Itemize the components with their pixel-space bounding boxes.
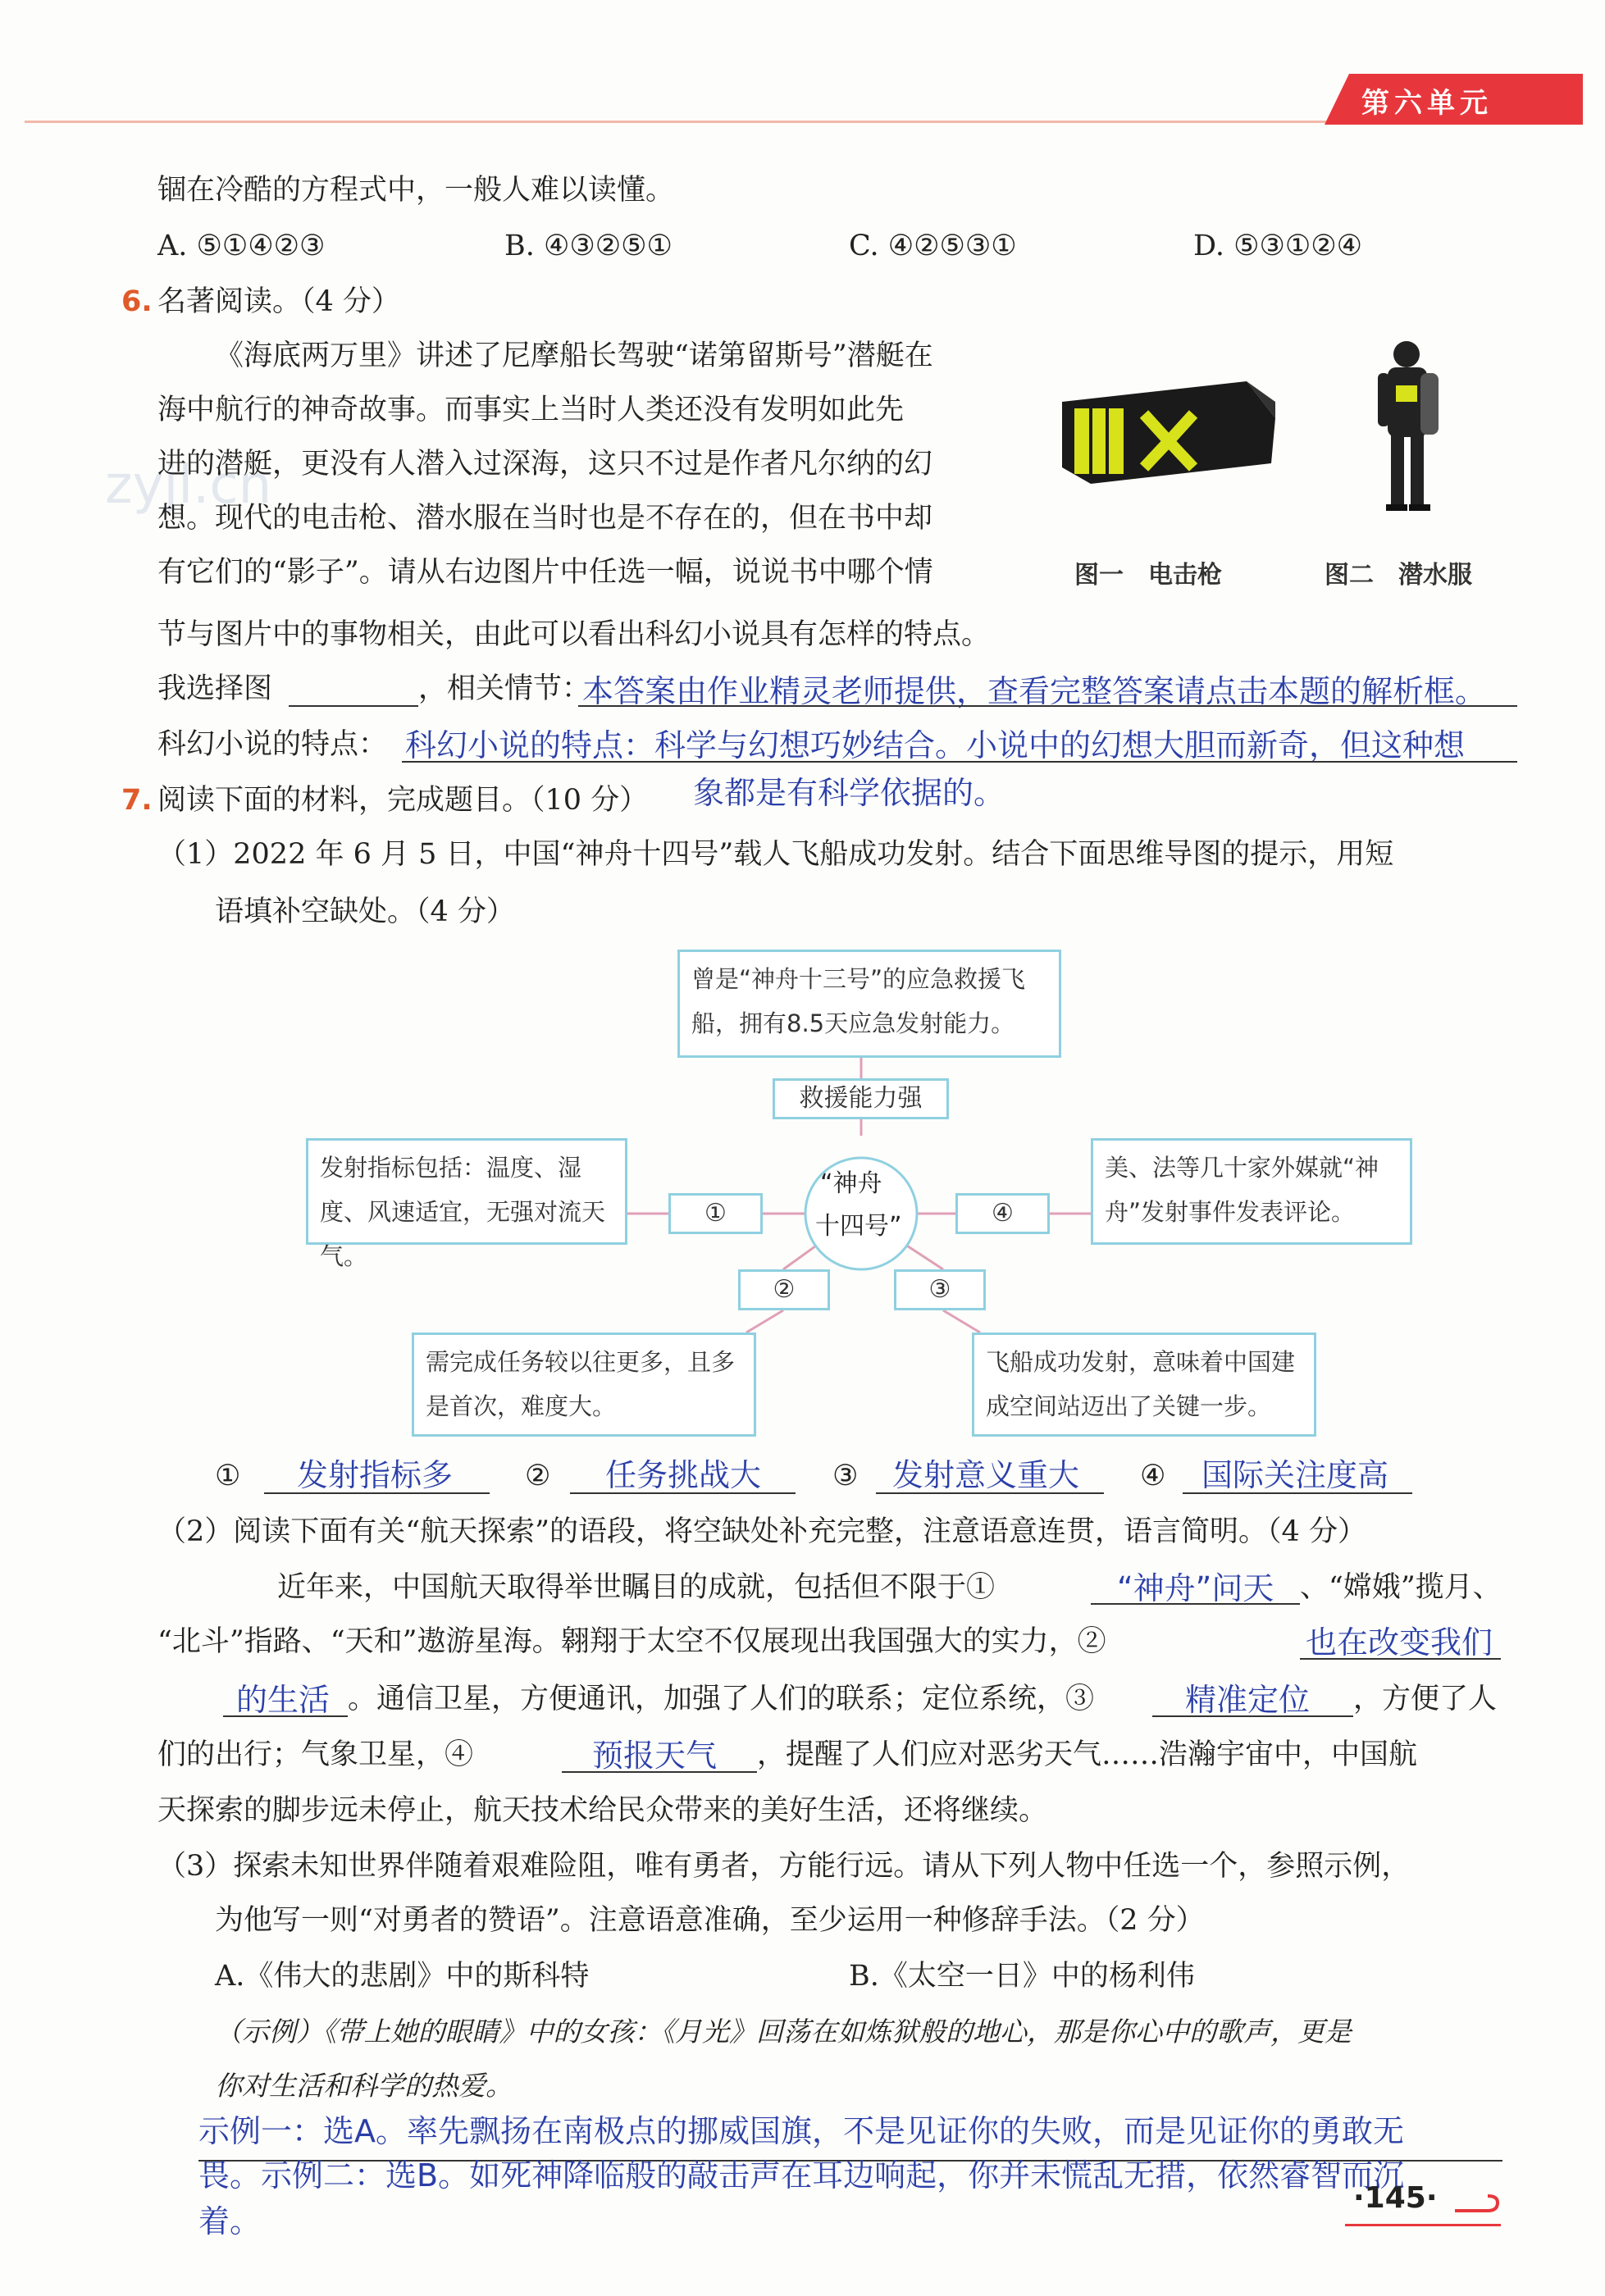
q7-p1-line-2: 语填补空缺处。（4 分） — [215, 895, 515, 928]
q7-p3-example-2: 你对生活和科学的热爱。 — [215, 2070, 513, 2102]
answer-1-line — [264, 1492, 490, 1494]
figure-2-caption: 图二 潜水服 — [1325, 561, 1472, 590]
unit-title: 第六单元 — [1361, 87, 1493, 120]
q7-p3-answer-1: 示例一：选A。率先飘扬在南极点的挪威国旗，不是见证你的失败，而是见证你的勇敢无 — [198, 2113, 1404, 2149]
watermark: zyjl.cn — [105, 455, 272, 516]
q7-p2-answer-4-line — [562, 1771, 757, 1773]
q7-p2-answer-3-line — [1152, 1715, 1353, 1717]
q5-option-d: D. ⑤③①②④ — [1193, 230, 1362, 262]
q7-p2-line-4: 们的出行；气象卫星，④ — [157, 1738, 474, 1771]
answer-2: 任务挑战大 — [605, 1457, 762, 1493]
page-number: ·145· — [1353, 2181, 1438, 2215]
q7-p3-example-1: （示例）《带上她的眼睛》中的女孩：《月光》回荡在如炼狱般的地心，那是你心中的歌声，更是 — [215, 2016, 1352, 2048]
q7-p2-title: （2）阅读下面有关“航天探索”的语段，将空缺处补充完整，注意语意连贯，语言简明。（4 分） — [157, 1515, 1366, 1548]
footer-rule — [1345, 2224, 1501, 2226]
mindmap-slot-4: ④ — [955, 1193, 1050, 1234]
answer-1-marker: ① — [215, 1460, 241, 1492]
q6-line-6: 节与图片中的事物相关，由此可以看出科幻小说具有怎样的特点。 — [157, 618, 991, 651]
answer-3: 发射意义重大 — [892, 1457, 1080, 1493]
mindmap-bottom-left-box: 需完成任务较以往更多，且多是首次，难度大。 — [412, 1332, 756, 1437]
mindmap-left-box: 发射指标包括：温度、湿度、风速适宜，无强对流天气。 — [306, 1138, 627, 1245]
q7-p3-answer-3: 着。 — [198, 2203, 262, 2239]
q6-number: 6. — [121, 285, 153, 318]
q5-option-c: C. ④②⑤③① — [849, 230, 1017, 262]
answer-2-marker: ② — [525, 1460, 551, 1492]
q7-p2-line-2: “北斗”指路、“天和”遨游星海。翱翔于太空不仅展现出我国强大的实力，② — [157, 1625, 1106, 1658]
q7-p2-line-1b: 、“嫦娥”揽月、 — [1300, 1571, 1502, 1604]
mindmap-slot-3: ③ — [894, 1269, 986, 1310]
q6-line-2: 海中航行的神奇故事。而事实上当时人类还没有发明如此先 — [157, 394, 905, 426]
q7-p3-answer-2: 畏。示例二：选B。如死神降临般的敲击声在耳边响起，你并未慌乱无措，依然睿智而沉 — [198, 2157, 1405, 2194]
mindmap-slot-2: ② — [738, 1269, 830, 1310]
q7-p2-answer-2a-line — [1300, 1658, 1501, 1660]
choose-mid: ，相关情节： — [418, 672, 591, 705]
q7-p3-option-a: A.《伟大的悲剧》中的斯科特 — [215, 1960, 590, 1993]
q6-line-1: 《海底两万里》讲述了尼摩船长驾驶“诺第留斯号”潜艇在 — [215, 339, 933, 372]
feature-answer-2: 象都是有科学依据的。 — [693, 775, 1005, 811]
q6-line-5: 有它们的“影子”。请从右边图片中任选一幅，说说书中哪个情 — [157, 556, 933, 589]
q7-title: 阅读下面的材料，完成题目。（10 分） — [157, 784, 649, 817]
mindmap-center-label-2: 十四号” — [815, 1212, 902, 1241]
feature-prefix: 科幻小说的特点： — [157, 728, 388, 761]
q7-p2-line-3b: ，方便了人 — [1353, 1683, 1498, 1715]
q7-p2-answer-2a: 也在改变我们 — [1306, 1624, 1493, 1660]
q7-p2-answer-1: “神舟”问天 — [1117, 1570, 1274, 1606]
q7-p3-option-b: B.《太空一日》中的杨利伟 — [849, 1960, 1195, 1993]
choose-prefix: 我选择图 — [157, 672, 273, 705]
answer-4-line — [1183, 1492, 1412, 1494]
page-arrow-icon — [1452, 2188, 1501, 2221]
mindmap-rescue-box: 救援能力强 — [773, 1078, 949, 1119]
q6-title: 名著阅读。（4 分） — [157, 285, 400, 318]
q7-p2-answer-1-line — [1091, 1603, 1300, 1605]
q7-p2-line-1: 近年来，中国航天取得举世瞩目的成就，包括但不限于① — [277, 1571, 996, 1604]
q7-p2-answer-3: 精准定位 — [1185, 1682, 1311, 1718]
q7-p2-answer-2b: 的生活 — [236, 1682, 331, 1718]
q7-p3-line-2: 为他写一则“对勇者的赞语”。注意语意准确，至少运用一种修辞手法。（2 分） — [215, 1904, 1205, 1937]
q5-option-a: A. ⑤①④②③ — [157, 230, 326, 262]
q7-p3-line-1: （3）探索未知世界伴随着艰难险阻，唯有勇者，方能行远。请从下列人物中任选一个，参照示例， — [157, 1850, 1411, 1883]
mindmap-bottom-right-box: 飞船成功发射，意味着中国建成空间站迈出了关键一步。 — [972, 1332, 1316, 1437]
mindmap-center-label-1: “神舟 — [820, 1169, 882, 1198]
answer-3-marker: ③ — [832, 1460, 859, 1492]
q7-p2-line-4b: ，提醒了人们应对恶劣天气……浩瀚宇宙中，中国航 — [757, 1738, 1418, 1771]
q7-p2-answer-2b-line — [223, 1715, 348, 1717]
q7-p2-line-3: 。通信卫星，方便通讯，加强了人们的联系；定位系统，③ — [348, 1683, 1095, 1715]
mindmap-slot-1: ① — [668, 1193, 763, 1234]
feature-answer-1: 科幻小说的特点：科学与幻想巧妙结合。小说中的幻想大胆而新奇，但这种想 — [405, 727, 1466, 763]
q7-p2-line-5: 天探索的脚步远未停止，航天技术给民众带来的美好生活，还将继续。 — [157, 1794, 1048, 1827]
q5-option-b: B. ④③②⑤① — [504, 230, 673, 262]
q7-p2-answer-4: 预报天气 — [592, 1738, 718, 1774]
q7-p1-line-1: （1）2022 年 6 月 5 日，中国“神舟十四号”载人飞船成功发射。结合下面思维导图的提示，用短 — [157, 838, 1394, 871]
q7-number: 7. — [121, 784, 153, 817]
answer-4: 国际关注度高 — [1201, 1457, 1389, 1493]
q5-tail: 锢在冷酷的方程式中，一般人难以读懂。 — [157, 174, 675, 207]
figure-1-caption: 图一 电击枪 — [1074, 561, 1222, 590]
mindmap-right-box: 美、法等几十家外媒就“神舟”发射事件发表评论。 — [1091, 1138, 1412, 1245]
answer-1: 发射指标多 — [297, 1457, 454, 1493]
answer-4-marker: ④ — [1140, 1460, 1166, 1492]
answer-3-line — [876, 1492, 1104, 1494]
choose-answer: 本答案由作业精灵老师提供，查看完整答案请点击本题的解析框。 — [582, 673, 1487, 709]
mindmap-top-box: 曾是“神舟十三号”的应急救援飞船，拥有8.5天应急发射能力。 — [677, 950, 1061, 1058]
q6-line-4: 想。现代的电击枪、潜水服在当时也是不存在的，但在书中却 — [157, 502, 933, 535]
answer-2-line — [570, 1492, 796, 1494]
q6-line-3: 进的潜艇，更没有人潜入过深海，这只不过是作者凡尔纳的幻 — [157, 448, 933, 481]
